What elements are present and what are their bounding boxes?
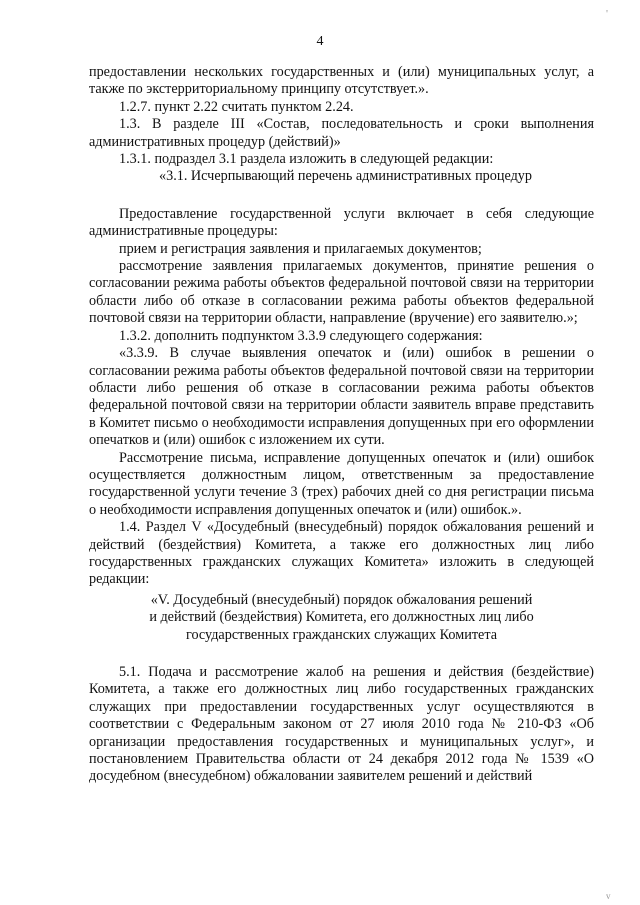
paragraph-procedure-2: рассмотрение заявления прилагаемых документов, принятие решения о согласовании режима работы объектов федеральной почтовой связи на территории области либо об отказе в согласовании режима работы объектов федеральной почтовой связи на территории области, направление (вручение) его заявителю.»;	[89, 258, 594, 327]
section-v-heading-line-2: и действий (бездействия) Комитета, его должностных лиц либо	[149, 609, 534, 626]
document-body	[89, 64, 594, 786]
spacer	[89, 186, 594, 206]
section-v-heading-line-3: государственных гражданских служащих Комитета	[185, 626, 497, 643]
scan-mark-top: '	[606, 8, 608, 20]
scan-mark-bottom: v	[606, 891, 611, 901]
paragraph-5-1: 5.1. Подача и рассмотрение жалоб на решения и действия (бездействие) Комитета, а также его должностных лиц либо государственных гражданских служащих при предоставлении государственных услуг осуществляются в соответствии с Федеральным законом от 27 июля 2010 года № 210-ФЗ «Об организации предоставления государственных и муниципальных услуг», и постановлением Правительства области от 24 декабря 2012 года № 1539 «О досудебном (внесудебном) обжаловании заявителем решений и действий	[89, 664, 594, 785]
paragraph-letter-review: Рассмотрение письма, исправление допущенных опечаток и (или) ошибок осуществляется должностным лицом, ответственным за предоставление государственной услуги течение 3 (трех) рабочих дней со дня регистрации письма о необходимости исправления допущенных опечаток и (или) ошибок.».	[89, 449, 594, 518]
paragraph-1-3-1: 1.3.1. подраздел 3.1 раздела изложить в следующей редакции:	[119, 151, 494, 168]
paragraph-1-2-7: 1.2.7. пункт 2.22 считать пунктом 2.24.	[119, 98, 354, 115]
paragraph-1-4: 1.4. Раздел V «Досудебный (внесудебный) порядок обжалования решений и действий (бездействия) Комитета, а также его должностных лиц либо государственных гражданских служащих Комитета» изложить в следующей редакции:	[89, 519, 594, 588]
section-v-heading	[89, 592, 594, 644]
paragraph-procedure-1: прием и регистрация заявления и прилагаемых документов;	[119, 240, 482, 257]
spacer	[89, 644, 594, 664]
paragraph-continuation: предоставлении нескольких государственных и (или) муниципальных услуг, а также по экстерриториальному принципу отсутствует.».	[89, 64, 594, 98]
section-v-heading-line-1: «V. Досудебный (внесудебный) порядок обжалования решений	[150, 591, 533, 608]
paragraph-1-3: 1.3. В разделе III «Состав, последовательность и сроки выполнения административных процедур (действий)»	[89, 116, 594, 150]
paragraph-service-includes: Предоставление государственной услуги включает в себя следующие административные процедуры:	[89, 205, 594, 240]
paragraph-3-3-9: «3.3.9. В случае выявления опечаток и (или) ошибок в решении о согласовании режима работы объектов федеральной почтовой связи на территории области либо решения об отказе в согласовании режима работы объектов федеральной почтовой связи на территории области заявитель вправе представить в Комитет письмо о необходимости исправления допущенных при его оформлении опечатков и (или) ошибок с изложением их сути.	[89, 345, 594, 449]
page-number: 4	[316, 34, 324, 49]
paragraph-1-3-2: 1.3.2. дополнить подпунктом 3.3.9 следующего содержания:	[119, 327, 483, 344]
subsection-title-3-1: «3.1. Исчерпывающий перечень административных процедур	[159, 168, 532, 185]
